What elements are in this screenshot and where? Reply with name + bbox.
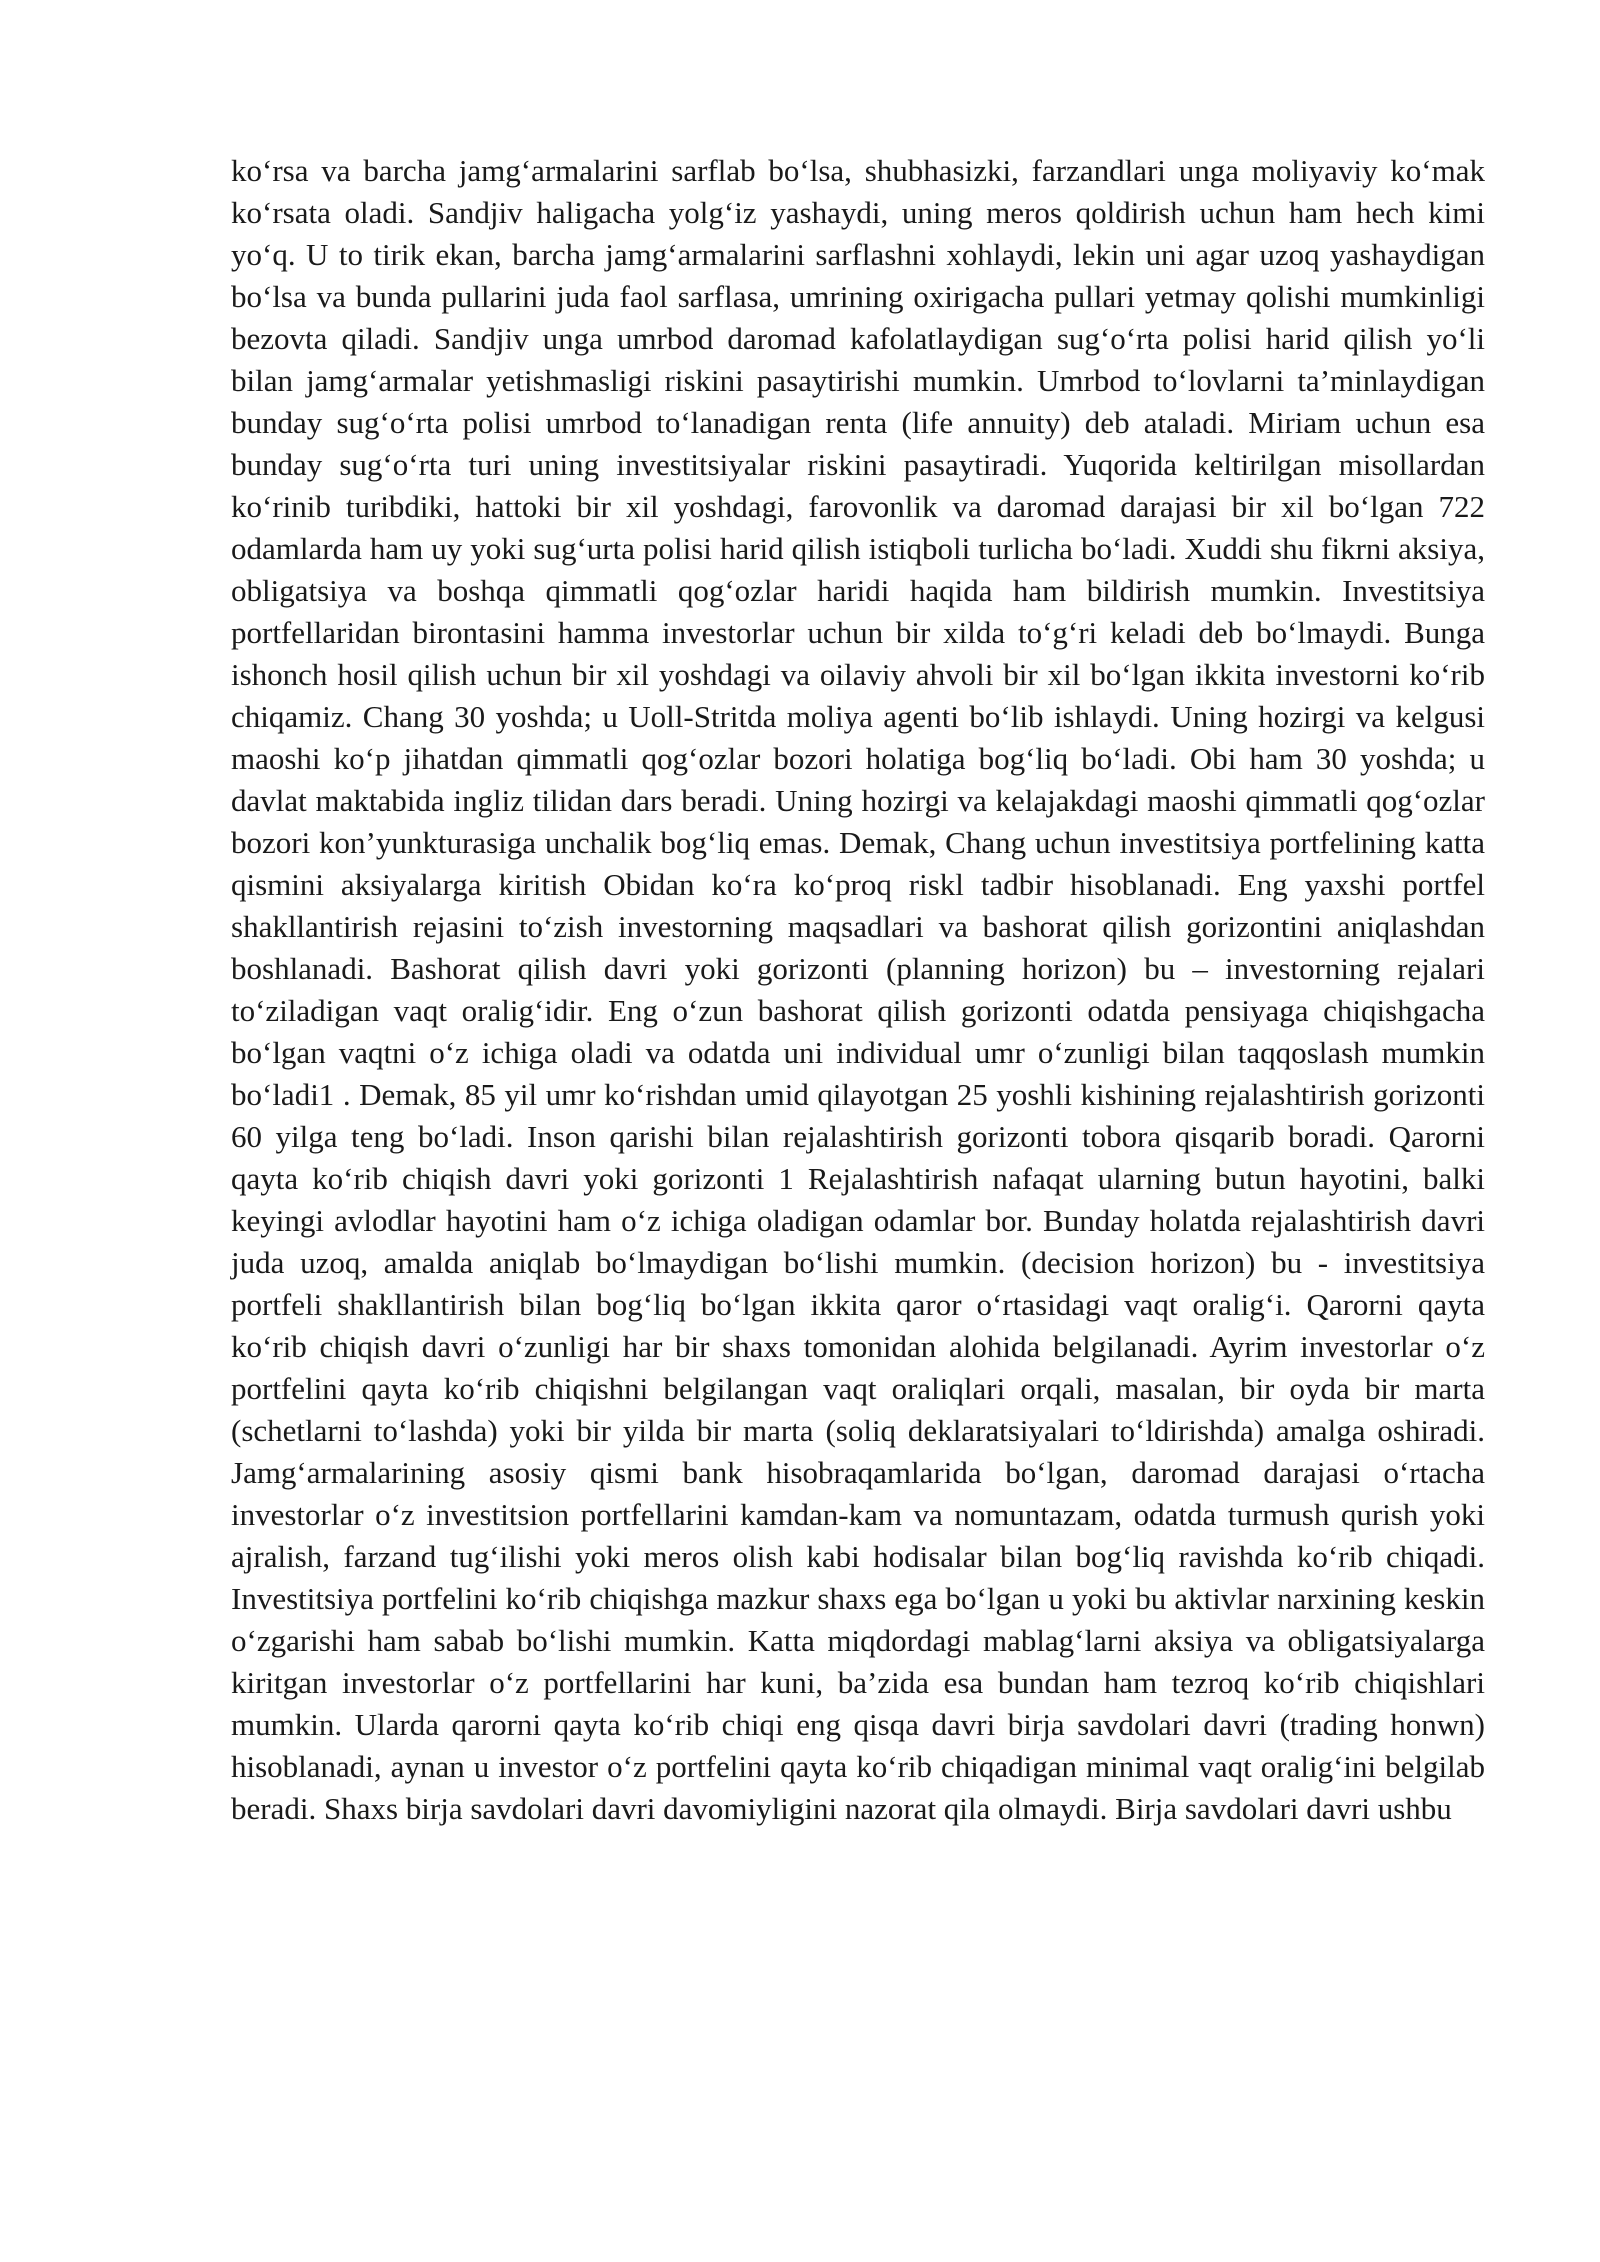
body-paragraph: ko‘rsa va barcha jamg‘armalarini sarflab bo‘lsa, shubhasizki, farzandlari unga moliyaviy ko‘mak ko‘rsata oladi. Sandjiv haligacha yolg‘iz yashaydi, uning meros qoldirish uchun ham hech kimi yo‘q. U to tirik ekan, barcha jamg‘armalarini sarflashni xohlaydi, lekin uni agar uzoq yashaydigan bo‘lsa va bunda pullarini juda faol sarflasa, umrining oxirigacha pullari yetmay qolishi mumkinligi bezovta qiladi. Sandjiv unga umrbod daromad kafolatlaydigan sug‘o‘rta polisi harid qilish yo‘li bilan jamg‘armalar yetishmasligi riskini pasaytirishi mumkin. Umrbod to‘lovlarni ta’minlaydigan bunday sug‘o‘rta polisi umrbod to‘lanadigan renta (life annuity) deb ataladi. Miriam uchun esa bunday sug‘o‘rta turi uning investitsiyalar riskini pasaytiradi. Yuqorida keltirilgan misollardan ko‘rinib turibdiki, hattoki bir xil yoshdagi, farovonlik va daromad darajasi bir xil bo‘lgan 722 odamlarda ham uy yoki sug‘urta polisi harid qilish istiqboli turlicha bo‘ladi. Xuddi shu fikrni aksiya, obligatsiya va boshqa qimmatli qog‘ozlar haridi haqida ham bildirish mumkin. Investitsiya portfellaridan birontasini hamma investorlar uchun bir xilda to‘g‘ri keladi deb bo‘lmaydi. Bunga ishonch hosil qilish uchun bir xil yoshdagi va oilaviy ahvoli bir xil bo‘lgan ikkita investorni ko‘rib chiqamiz. Chang 30 yoshda; u Uoll-Stritda moliya agenti bo‘lib ishlaydi. Uning hozirgi va kelgusi maoshi ko‘p jihatdan qimmatli qog‘ozlar bozori holatiga bog‘liq bo‘ladi. Obi ham 30 yoshda; u davlat maktabida ingliz tilidan dars beradi. Uning hozirgi va kelajakdagi maoshi qimmatli qog‘ozlar bozori kon’yunkturasiga unchalik bog‘liq emas. Demak, Chang uchun investitsiya portfelining katta qismini aksiyalarga kiritish Obidan ko‘ra ko‘proq riskl tadbir hisoblanadi. Eng yaxshi portfel shakllantirish rejasini to‘zish investorning maqsadlari va bashorat qilish gorizontini aniqlashdan boshlanadi. Bashorat qilish davri yoki gorizonti (planning horizon) bu – investorning rejalari to‘ziladigan vaqt oralig‘idir. Eng o‘zun bashorat qilish gorizonti odatda pensiyaga chiqishgacha bo‘lgan vaqtni o‘z ichiga oladi va odatda uni individual umr o‘zunligi bilan taqqoslash mumkin bo‘ladi1 . Demak, 85 yil umr ko‘rishdan umid qilayotgan 25 yoshli kishining rejalashtirish gorizonti 60 yilga teng bo‘ladi. Inson qarishi bilan rejalashtirish gorizonti tobora qisqarib boradi. Qarorni qayta ko‘rib chiqish davri yoki gorizonti 1 Rejalashtirish nafaqat ularning butun hayotini, balki keyingi avlodlar hayotini ham o‘z ichiga oladigan odamlar bor. Bunday holatda rejalashtirish davri juda uzoq, amalda aniqlab bo‘lmaydigan bo‘lishi mumkin. (decision horizon) bu - investitsiya portfeli shakllantirish bilan bog‘liq bo‘lgan ikkita qaror o‘rtasidagi vaqt oralig‘i. Qarorni qayta ko‘rib chiqish davri o‘zunligi har bir shaxs tomonidan alohida belgilanadi. Ayrim investorlar o‘z portfelini qayta ko‘rib chiqishni belgilangan vaqt oraliqlari orqali, masalan, bir oyda bir marta (schetlarni to‘lashda) yoki bir yilda bir marta (soliq deklaratsiyalari to‘ldirishda) amalga oshiradi. Jamg‘armalarining asosiy qismi bank hisobraqamlarida bo‘lgan, daromad darajasi o‘rtacha investorlar o‘z investitsion portfellarini kamdan-kam va nomuntazam, odatda turmush qurish yoki ajralish, farzand tug‘ilishi yoki meros olish kabi hodisalar bilan bog‘liq ravishda ko‘rib chiqadi. Investitsiya portfelini ko‘rib chiqishga mazkur shaxs ega bo‘lgan u yoki bu aktivlar narxining keskin o‘zgarishi ham sabab bo‘lishi mumkin. Katta miqdordagi mablag‘larni aksiya va obligatsiyalarga kiritgan investorlar o‘z portfellarini har kuni, ba’zida esa bundan ham tezroq ko‘rib chiqishlari mumkin. Ularda qarorni qayta ko‘rib chiqi eng qisqa davri birja savdolari davri (trading honwn) hisoblanadi, aynan u investor o‘z portfelini qayta ko‘rib chiqadigan minimal vaqt oralig‘ini belgilab beradi. Shaxs birja savdolari davri davomiyligini nazorat qila olmaydi. Birja savdolari davri ushbu [231, 153, 1485, 1826]
document-page [231, 150, 1485, 1830]
